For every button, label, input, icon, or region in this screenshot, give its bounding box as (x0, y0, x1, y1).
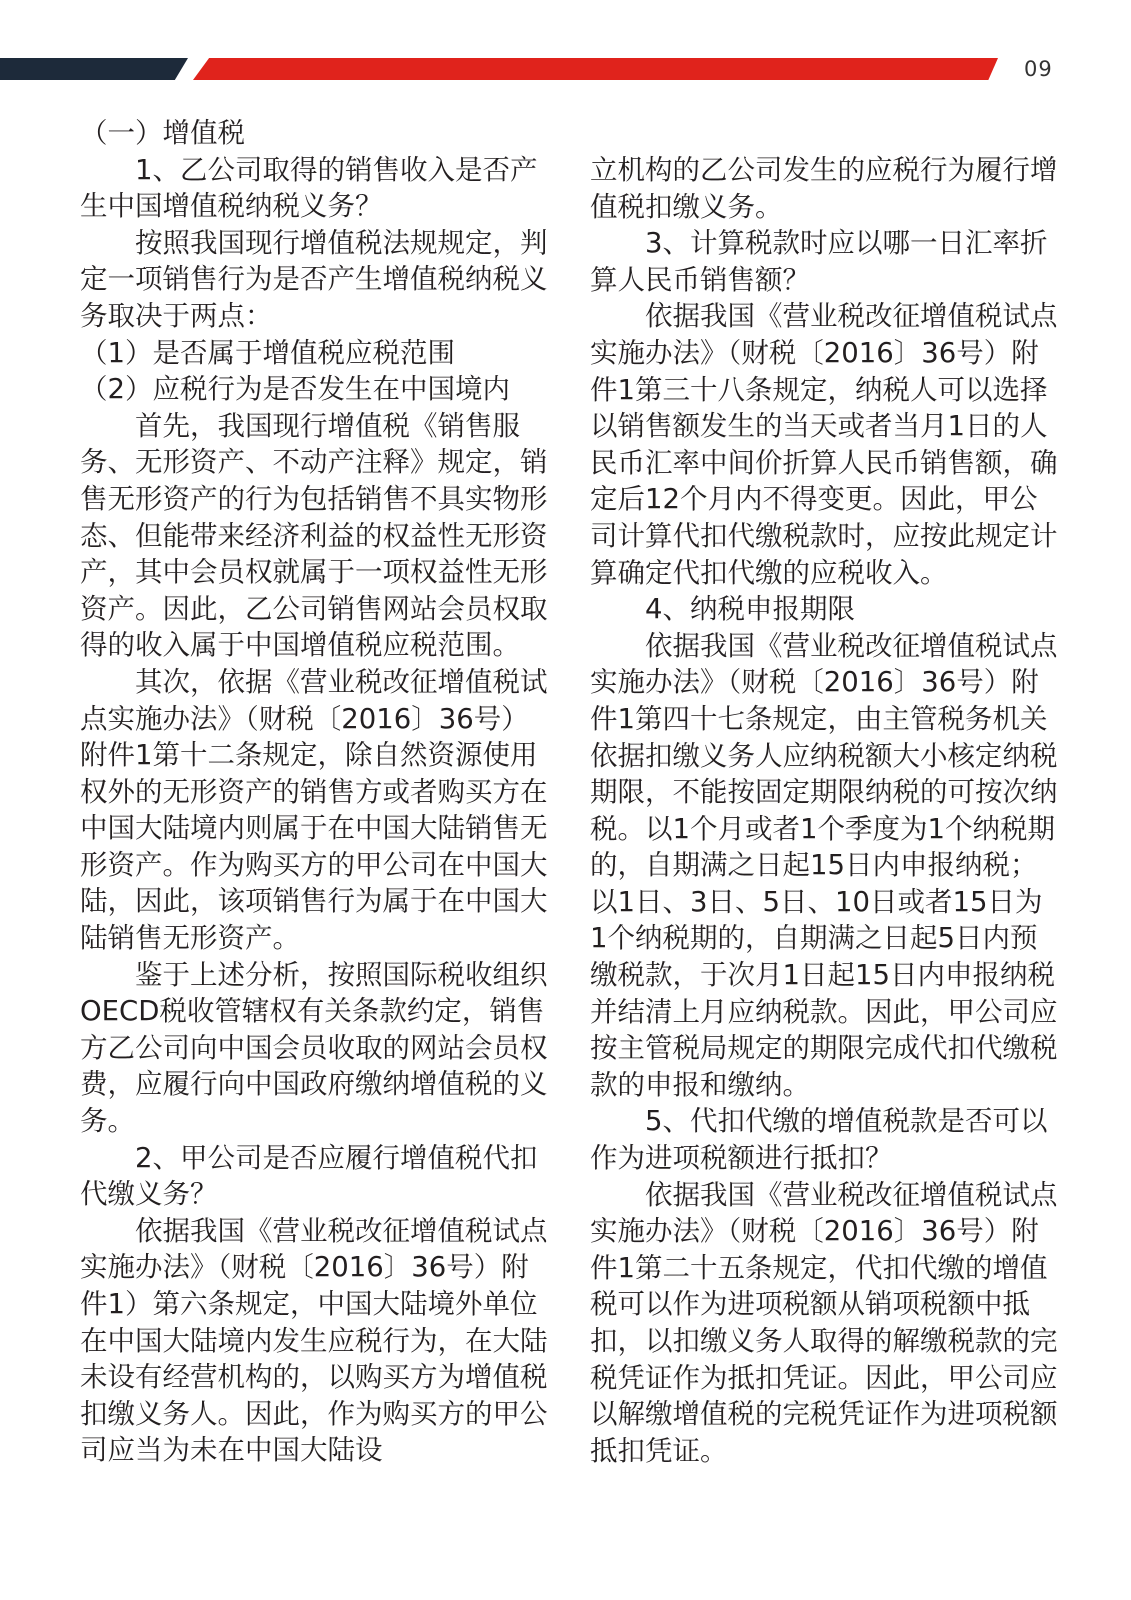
list-item: （1）是否属于增值税应税范围 (80, 336, 455, 369)
paragraph: 依据我国《营业税改征增值税试点实施办法》（财税〔2016〕36号）附件1第二十五条规定，代扣代缴的增值税可以作为进项税额从销项税额中抵扣，以扣缴义务人取得的解缴税款的完税凭证作为抵扣凭证。因此，甲公司应以解缴增值税的完税凭证作为进项税额抵扣凭证。 (590, 1178, 1058, 1467)
left-column (80, 115, 548, 1469)
header-band-red (193, 58, 998, 80)
paragraph: 依据我国《营业税改征增值税试点实施办法》（财税〔2016〕36号）附件1第三十八条规定，纳税人可以选择以销售额发生的当天或者当月1日的人民币汇率中间价折算人民币销售额，确定后12个月内不得变更。因此，甲公司计算代扣代缴税款时，应按此规定计算确定代扣代缴的应税收入。 (590, 300, 1058, 589)
paragraph: 依据我国《营业税改征增值税试点实施办法》（财税〔2016〕36号）附件1）第六条规定，中国大陆境外单位在中国大陆境内发生应税行为，在大陆未设有经营机构的，以购买方为增值税扣缴义务人。因此，作为购买方的甲公司应当为未在中国大陆设 (80, 1214, 548, 1467)
page-number: 09 (1024, 57, 1053, 81)
paragraph: 依据我国《营业税改征增值税试点实施办法》（财税〔2016〕36号）附件1第四十七条规定，由主管税务机关依据扣缴义务人应纳税额大小核定纳税期限，不能按固定期限纳税的可按次纳税。以1个月或者1个季度为1个纳税期的，自期满之日起15日内申报纳税；以1日、3日、5日、10日或者15日为1个纳税期的，自期满之日起5日内预缴税款，于次月1日起15日内申报纳税并结清上月应纳税款。因此，甲公司应按主管税局规定的期限完成代扣代缴税款的申报和缴纳。 (590, 629, 1058, 1101)
paragraph-continued: 立机构的乙公司发生的应税行为履行增值税扣缴义务。 (590, 154, 1058, 223)
list-item: （2）应税行为是否发生在中国境内 (80, 373, 510, 406)
question-heading: 4、纳税申报期限 (645, 593, 855, 626)
section-heading: （一）增值税 (80, 117, 245, 149)
paragraph: 首先，我国现行增值税《销售服务、无形资产、不动产注释》规定，销售无形资产的行为包括销售不具实物形态、但能带来经济利益的权益性无形资产，其中会员权就属于一项权益性无形资产。因此，乙公司销售网站会员权取得的收入属于中国增值税应税范围。 (80, 409, 548, 662)
paragraph: 其次，依据《营业税改征增值税试点实施办法》（财税〔2016〕36号）附件1第十二条规定，除自然资源使用权外的无形资产的销售方或者购买方在中国大陆境内则属于在中国大陆销售无形资产。作为购买方的甲公司在中国大陆，因此，该项销售行为属于在中国大陆销售无形资产。 (80, 665, 548, 955)
paragraph: 按照我国现行增值税法规规定，判定一项销售行为是否产生增值税纳税义务取决于两点： (80, 226, 548, 332)
right-column (590, 152, 1058, 1469)
question-heading: 2、甲公司是否应履行增值税代扣代缴义务？ (80, 1141, 538, 1211)
header-band-dark (0, 58, 188, 80)
question-heading: 1、乙公司取得的销售收入是否产生中国增值税纳税义务？ (80, 153, 538, 223)
question-heading: 5、代扣代缴的增值税款是否可以作为进项税额进行抵扣？ (590, 1105, 1048, 1175)
question-heading: 3、计算税款时应以哪一日汇率折算人民币销售额？ (590, 227, 1048, 296)
paragraph: 鉴于上述分析，按照国际税收组织OECD税收管辖权有关条款约定，销售方乙公司向中国会员收取的网站会员权费，应履行向中国政府缴纳增值税的义务。 (80, 958, 548, 1138)
